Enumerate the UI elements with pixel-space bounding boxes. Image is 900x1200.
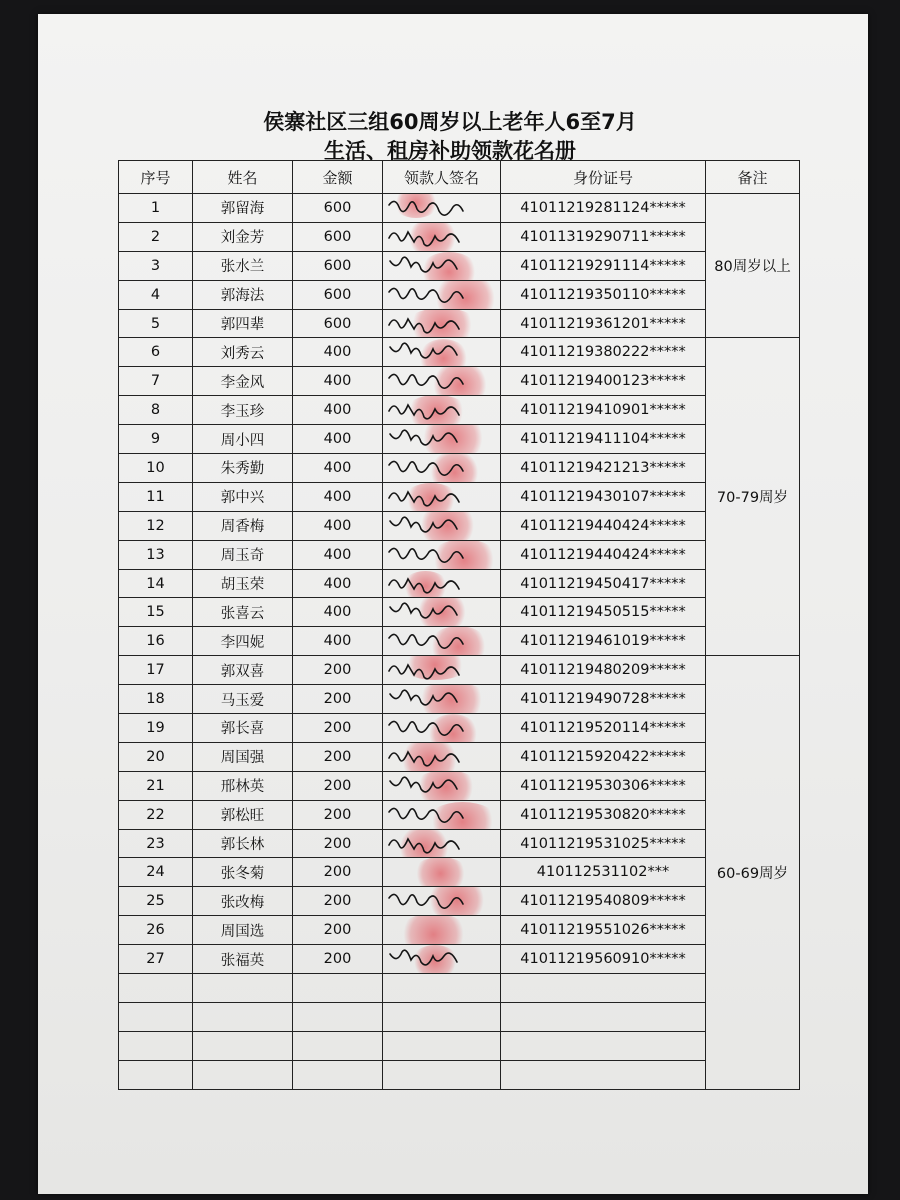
row-name: 张冬菊 [193, 858, 293, 887]
row-id-number: 41011219540809***** [501, 887, 706, 916]
row-amount: 400 [293, 338, 383, 367]
row-amount: 400 [293, 598, 383, 627]
row-name: 郭四辈 [193, 309, 293, 338]
row-signature [383, 714, 501, 743]
row-amount: 200 [293, 800, 383, 829]
row-name: 李金风 [193, 367, 293, 396]
handwritten-signature [387, 226, 492, 248]
row-amount: 400 [293, 482, 383, 511]
row-name: 张福英 [193, 945, 293, 974]
row-serial: 11 [119, 482, 193, 511]
row-name: 周国强 [193, 742, 293, 771]
table-row [119, 887, 800, 916]
row-amount: 200 [293, 829, 383, 858]
table-row [119, 858, 800, 887]
row-serial: 8 [119, 396, 193, 425]
row-id-number: 41011219400123***** [501, 367, 706, 396]
empty-cell [119, 1002, 193, 1031]
table-row [119, 396, 800, 425]
empty-cell [293, 1060, 383, 1089]
row-serial: 4 [119, 280, 193, 309]
row-amount: 400 [293, 425, 383, 454]
handwritten-signature [387, 428, 492, 450]
empty-cell [501, 1060, 706, 1089]
row-amount: 200 [293, 656, 383, 685]
table-row [119, 685, 800, 714]
handwritten-signature [387, 457, 492, 479]
table-row [119, 251, 800, 280]
remarks-age-group: 80周岁以上 [706, 194, 800, 338]
table-row [119, 800, 800, 829]
row-serial: 3 [119, 251, 193, 280]
handwritten-signature [387, 746, 492, 768]
header-signature: 领款人签名 [383, 161, 501, 194]
row-id-number: 41011219490728***** [501, 685, 706, 714]
handwritten-signature [387, 890, 492, 912]
row-serial: 27 [119, 945, 193, 974]
row-amount: 200 [293, 887, 383, 916]
header-remarks: 备注 [706, 161, 800, 194]
header-id-number: 身份证号 [501, 161, 706, 194]
handwritten-signature [387, 630, 492, 652]
row-amount: 600 [293, 309, 383, 338]
table-row [119, 916, 800, 945]
row-signature [383, 569, 501, 598]
handwritten-signature [387, 544, 492, 566]
row-serial: 25 [119, 887, 193, 916]
row-signature [383, 367, 501, 396]
empty-row [119, 1060, 800, 1089]
row-signature [383, 540, 501, 569]
row-name: 周玉奇 [193, 540, 293, 569]
row-id-number: 41011219520114***** [501, 714, 706, 743]
handwritten-signature [387, 284, 492, 306]
empty-cell [501, 1002, 706, 1031]
row-signature [383, 222, 501, 251]
handwritten-signature [387, 833, 492, 855]
handwritten-signature [387, 775, 492, 797]
row-amount: 600 [293, 222, 383, 251]
row-amount: 400 [293, 540, 383, 569]
table-row [119, 482, 800, 511]
row-id-number: 41011219440424***** [501, 511, 706, 540]
payment-roster-table [118, 160, 800, 1090]
row-amount: 200 [293, 685, 383, 714]
row-serial: 13 [119, 540, 193, 569]
empty-cell [193, 1031, 293, 1060]
row-signature [383, 454, 501, 483]
header-amount: 金额 [293, 161, 383, 194]
roster-body [119, 194, 800, 1090]
row-amount: 200 [293, 916, 383, 945]
row-signature [383, 800, 501, 829]
row-amount: 600 [293, 251, 383, 280]
document-subtitle: 生活、租房补助领款花名册 [324, 139, 576, 163]
row-serial: 5 [119, 309, 193, 338]
handwritten-signature [387, 948, 492, 970]
row-signature [383, 771, 501, 800]
empty-cell [501, 1031, 706, 1060]
empty-cell [119, 1060, 193, 1089]
row-signature [383, 858, 501, 887]
empty-row [119, 1031, 800, 1060]
row-name: 张水兰 [193, 251, 293, 280]
row-name: 郭中兴 [193, 482, 293, 511]
row-amount: 400 [293, 367, 383, 396]
row-serial: 19 [119, 714, 193, 743]
row-name: 郭长喜 [193, 714, 293, 743]
row-id-number: 41011219361201***** [501, 309, 706, 338]
empty-row [119, 1002, 800, 1031]
row-signature [383, 482, 501, 511]
row-name: 周小四 [193, 425, 293, 454]
empty-cell [193, 1002, 293, 1031]
row-signature [383, 338, 501, 367]
row-name: 张改梅 [193, 887, 293, 916]
handwritten-signature [387, 486, 492, 508]
row-signature [383, 396, 501, 425]
row-serial: 2 [119, 222, 193, 251]
empty-cell [193, 974, 293, 1003]
remarks-age-group: 70-79周岁 [706, 338, 800, 656]
row-id-number: 41011219291114***** [501, 251, 706, 280]
table-row [119, 627, 800, 656]
row-signature [383, 309, 501, 338]
row-signature [383, 251, 501, 280]
table-row [119, 309, 800, 338]
row-name: 刘秀云 [193, 338, 293, 367]
row-amount: 400 [293, 396, 383, 425]
row-amount: 400 [293, 454, 383, 483]
row-id-number: 41011219350110***** [501, 280, 706, 309]
table-row [119, 598, 800, 627]
row-id-number: 41011219410901***** [501, 396, 706, 425]
row-id-number: 41011219450515***** [501, 598, 706, 627]
row-signature [383, 742, 501, 771]
row-id-number: 41011219421213***** [501, 454, 706, 483]
row-amount: 200 [293, 945, 383, 974]
table-row [119, 454, 800, 483]
row-id-number: 410112531102*** [501, 858, 706, 887]
row-serial: 24 [119, 858, 193, 887]
row-serial: 12 [119, 511, 193, 540]
row-serial: 6 [119, 338, 193, 367]
row-amount: 600 [293, 280, 383, 309]
row-serial: 18 [119, 685, 193, 714]
row-id-number: 41011219450417***** [501, 569, 706, 598]
row-id-number: 41011219530820***** [501, 800, 706, 829]
row-name: 李玉珍 [193, 396, 293, 425]
row-serial: 17 [119, 656, 193, 685]
row-name: 马玉爱 [193, 685, 293, 714]
table-row [119, 569, 800, 598]
row-signature [383, 829, 501, 858]
row-name: 郭长林 [193, 829, 293, 858]
row-id-number: 41011219461019***** [501, 627, 706, 656]
row-serial: 21 [119, 771, 193, 800]
row-amount: 200 [293, 771, 383, 800]
row-amount: 400 [293, 569, 383, 598]
header-serial: 序号 [119, 161, 193, 194]
empty-cell [193, 1060, 293, 1089]
empty-cell [501, 974, 706, 1003]
row-serial: 14 [119, 569, 193, 598]
row-id-number: 41011219440424***** [501, 540, 706, 569]
empty-cell [383, 1002, 501, 1031]
row-serial: 1 [119, 194, 193, 223]
handwritten-signature [387, 659, 492, 681]
row-id-number: 41011215920422***** [501, 742, 706, 771]
row-serial: 20 [119, 742, 193, 771]
row-signature [383, 194, 501, 223]
row-name: 郭松旺 [193, 800, 293, 829]
empty-cell [383, 974, 501, 1003]
table-row [119, 280, 800, 309]
handwritten-signature [387, 399, 492, 421]
fingerprint-stamp [398, 916, 469, 945]
row-id-number: 41011219531025***** [501, 829, 706, 858]
row-name: 郭留海 [193, 194, 293, 223]
row-signature [383, 511, 501, 540]
empty-cell [119, 1031, 193, 1060]
handwritten-signature [387, 573, 492, 595]
handwritten-signature [387, 255, 492, 277]
handwritten-signature [387, 688, 492, 710]
row-name: 张喜云 [193, 598, 293, 627]
header-row [119, 161, 800, 194]
row-signature [383, 425, 501, 454]
row-name: 邢林英 [193, 771, 293, 800]
row-name: 郭海法 [193, 280, 293, 309]
row-amount: 200 [293, 714, 383, 743]
handwritten-signature [387, 515, 492, 537]
row-serial: 26 [119, 916, 193, 945]
row-signature [383, 280, 501, 309]
table-row [119, 945, 800, 974]
row-name: 李四妮 [193, 627, 293, 656]
row-signature [383, 656, 501, 685]
empty-cell [119, 974, 193, 1003]
row-serial: 7 [119, 367, 193, 396]
remarks-age-group: 60-69周岁 [706, 656, 800, 1089]
row-id-number: 41011219551026***** [501, 916, 706, 945]
row-signature [383, 887, 501, 916]
table-row [119, 714, 800, 743]
table-row [119, 511, 800, 540]
row-id-number: 41011219380222***** [501, 338, 706, 367]
header-name: 姓名 [193, 161, 293, 194]
handwritten-signature [387, 197, 492, 219]
row-id-number: 41011219411104***** [501, 425, 706, 454]
handwritten-signature [387, 370, 492, 392]
table-row [119, 425, 800, 454]
table-row [119, 742, 800, 771]
row-amount: 200 [293, 742, 383, 771]
table-row [119, 367, 800, 396]
row-serial: 9 [119, 425, 193, 454]
table-row [119, 222, 800, 251]
table-row [119, 338, 800, 367]
row-id-number: 41011219530306***** [501, 771, 706, 800]
row-name: 朱秀勤 [193, 454, 293, 483]
handwritten-signature [387, 313, 492, 335]
row-signature [383, 916, 501, 945]
row-id-number: 41011219281124***** [501, 194, 706, 223]
row-id-number: 41011219560910***** [501, 945, 706, 974]
empty-cell [293, 1002, 383, 1031]
row-name: 刘金芳 [193, 222, 293, 251]
row-signature [383, 627, 501, 656]
row-name: 郭双喜 [193, 656, 293, 685]
document-title: 侯寨社区三组60周岁以上老年人6至7月 [263, 110, 637, 134]
row-name: 胡玉荣 [193, 569, 293, 598]
handwritten-signature [387, 601, 492, 623]
empty-cell [383, 1031, 501, 1060]
row-id-number: 41011219430107***** [501, 482, 706, 511]
handwritten-signature [387, 341, 492, 363]
row-serial: 15 [119, 598, 193, 627]
row-name: 周香梅 [193, 511, 293, 540]
empty-cell [383, 1060, 501, 1089]
row-signature [383, 685, 501, 714]
empty-row [119, 974, 800, 1003]
row-amount: 400 [293, 511, 383, 540]
empty-cell [293, 1031, 383, 1060]
row-amount: 200 [293, 858, 383, 887]
table-row [119, 829, 800, 858]
table-row [119, 771, 800, 800]
handwritten-signature [387, 717, 492, 739]
handwritten-signature [387, 804, 492, 826]
row-serial: 23 [119, 829, 193, 858]
fingerprint-stamp [412, 858, 469, 887]
row-amount: 600 [293, 194, 383, 223]
row-name: 周国选 [193, 916, 293, 945]
row-serial: 16 [119, 627, 193, 656]
row-amount: 400 [293, 627, 383, 656]
row-id-number: 41011219480209***** [501, 656, 706, 685]
table-row [119, 656, 800, 685]
table-row [119, 194, 800, 223]
table-row [119, 540, 800, 569]
row-signature [383, 598, 501, 627]
row-serial: 10 [119, 454, 193, 483]
empty-cell [293, 974, 383, 1003]
row-serial: 22 [119, 800, 193, 829]
row-signature [383, 945, 501, 974]
row-id-number: 41011319290711***** [501, 222, 706, 251]
